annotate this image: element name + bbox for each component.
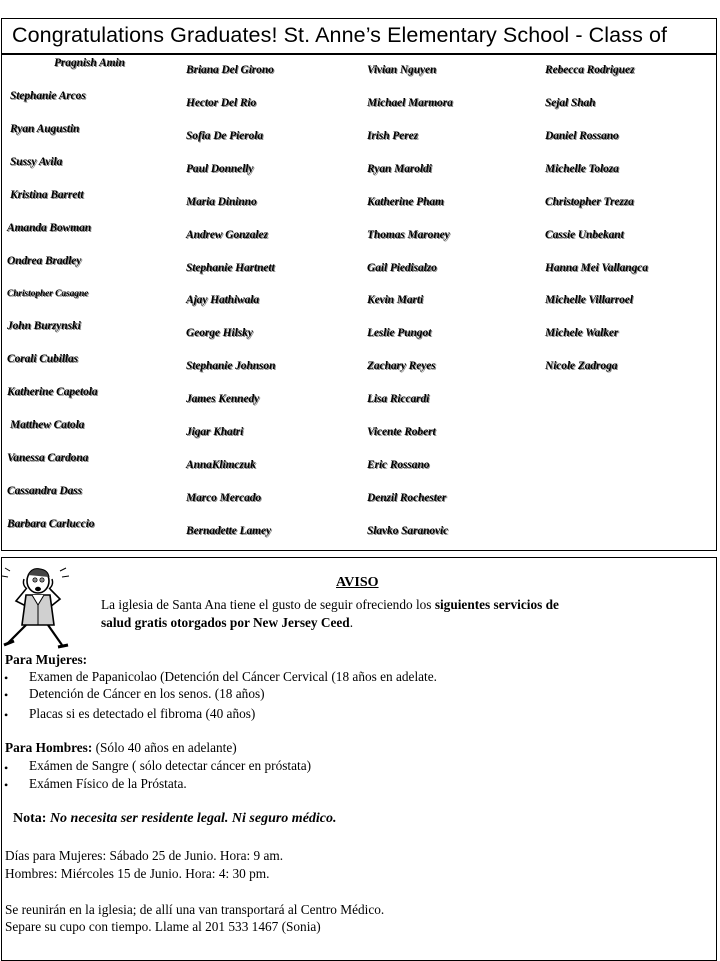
graduate-name: Stephanie Johnson xyxy=(186,360,276,372)
graduate-name: John Burzynski xyxy=(7,320,81,332)
graduate-name: Barbara Carluccio xyxy=(7,518,95,530)
bullet-icon: • xyxy=(4,688,9,702)
graduate-name: Sofia De Pierola xyxy=(186,130,263,142)
graduate-name: Rebecca Rodriguez xyxy=(545,64,635,76)
graduate-name: Sejal Shah xyxy=(545,97,596,109)
graduate-name: George Hilsky xyxy=(186,327,253,339)
graduate-name: Bernadette Lamey xyxy=(186,525,271,537)
graduate-name: Jigar Khatri xyxy=(186,426,244,438)
graduate-name: Ajay Hathiwala xyxy=(186,294,260,306)
graduate-name: Michelle Villarroel xyxy=(545,294,633,306)
graduate-name: Daniel Rossano xyxy=(545,130,619,142)
graduate-name: Michael Marmora xyxy=(367,97,453,109)
women-date: Días para Mujeres: Sábado 25 de Junio. Hora: 9 am. xyxy=(5,848,284,863)
graduate-name: Amanda Bowman xyxy=(7,222,92,234)
graduate-name: Briana Del Girono xyxy=(186,64,274,76)
graduate-name: Kristina Barrett xyxy=(10,189,84,201)
graduate-name: Katherine Pham xyxy=(367,196,444,208)
women-service-item: Examen de Papanicolao (Detención del Cáncer Cervical (18 años en adelate. xyxy=(29,669,437,684)
graduate-name: Andrew Gonzalez xyxy=(186,229,268,241)
graduate-name: Michele Walker xyxy=(545,327,619,339)
graduate-name: Christopher Trezza xyxy=(545,196,634,208)
aviso-intro-line-1: La iglesia de Santa Ana tiene el gusto de seguir ofreciendo los siguientes servicios de xyxy=(101,597,559,612)
graduate-name: Stephanie Arcos xyxy=(10,90,86,102)
graduate-name: AnnaKlimczuk xyxy=(186,459,256,471)
men-service-item: Exámen Físico de la Próstata. xyxy=(29,776,187,791)
graduate-name: Vicente Robert xyxy=(367,426,436,438)
graduate-name: Slavko Saranovic xyxy=(367,525,449,537)
graduate-name: Matthew Catola xyxy=(10,419,85,431)
graduates-panel xyxy=(1,18,717,551)
graduate-name: Corali Cubillas xyxy=(7,353,79,365)
graduate-name: Cassandra Dass xyxy=(7,485,82,497)
graduate-name: Kevin Marti xyxy=(367,294,424,306)
graduate-name: Lisa Riccardi xyxy=(367,393,430,405)
graduate-name: Hector Del Rio xyxy=(186,97,257,109)
graduate-name: Vivian Nguyen xyxy=(367,64,437,76)
graduate-name: Nicole Zadroga xyxy=(545,360,618,372)
graduate-name: Ryan Maroldi xyxy=(367,163,432,175)
bullet-icon: • xyxy=(4,778,9,792)
bullet-icon: • xyxy=(4,708,9,722)
graduate-name: Denzil Rochester xyxy=(367,492,447,504)
graduate-name: Marco Mercado xyxy=(186,492,262,504)
graduate-name: Vanessa Cardona xyxy=(7,452,89,464)
women-service-item: Detención de Cáncer en los senos. (18 años) xyxy=(29,686,265,701)
graduate-name: Sussy Avila xyxy=(10,156,63,168)
graduate-name: James Kennedy xyxy=(186,393,260,405)
graduate-name: Eric Rossano xyxy=(367,459,430,471)
aviso-intro-line-2: salud gratis otorgados por New Jersey Ceed. xyxy=(101,615,354,630)
women-service-item: Placas si es detectado el fibroma (40 años) xyxy=(29,706,256,721)
graduate-name: Gail Piedisalzo xyxy=(367,262,437,274)
note-line: Nota: No necesita ser residente legal. Ni seguro médico. xyxy=(13,811,337,826)
graduate-name: Zachary Reyes xyxy=(367,360,436,372)
graduate-name: Thomas Maroney xyxy=(367,229,450,241)
graduate-name: Cassie Unbekant xyxy=(545,229,624,241)
graduate-name: Irish Perez xyxy=(367,130,418,142)
graduate-name: Paul Donnelly xyxy=(186,163,254,175)
contact-info: Separe su cupo con tiempo. Llame al 201 533 1467 (Sonia) xyxy=(5,919,321,934)
men-service-item: Exámen de Sangre ( sólo detectar cáncer en próstata) xyxy=(29,758,312,773)
graduate-name: Christopher Casagne xyxy=(7,289,89,299)
graduate-name: Ryan Augustin xyxy=(10,123,80,135)
graduates-title: Congratulations Graduates! St. Anne’s Elementary School - Class of xyxy=(12,23,668,47)
graduate-name: Katherine Capetola xyxy=(7,386,98,398)
bullet-icon: • xyxy=(4,671,9,685)
graduate-name: Pragnish Amin xyxy=(54,57,125,69)
worried-man-illustration xyxy=(2,565,72,651)
title-divider xyxy=(2,53,716,55)
women-heading: Para Mujeres: xyxy=(5,652,88,667)
meeting-info: Se reunirán en la iglesia; de allí una van transportará al Centro Médico. xyxy=(5,902,385,917)
graduate-name: Maria Dininno xyxy=(186,196,257,208)
men-heading: Para Hombres: (Sólo 40 años en adelante) xyxy=(5,740,237,755)
graduate-name: Michelle Toloza xyxy=(545,163,619,175)
men-date: Hombres: Miércoles 15 de Junio. Hora: 4: 30 pm. xyxy=(5,866,270,881)
graduate-name: Ondrea Bradley xyxy=(7,255,82,267)
aviso-title: AVISO xyxy=(336,575,379,590)
graduate-name: Stephanie Hartnett xyxy=(186,262,275,274)
graduate-name: Hanna Mei Vallangca xyxy=(545,262,648,274)
bullet-icon: • xyxy=(4,761,9,775)
graduate-name: Leslie Pungot xyxy=(367,327,432,339)
